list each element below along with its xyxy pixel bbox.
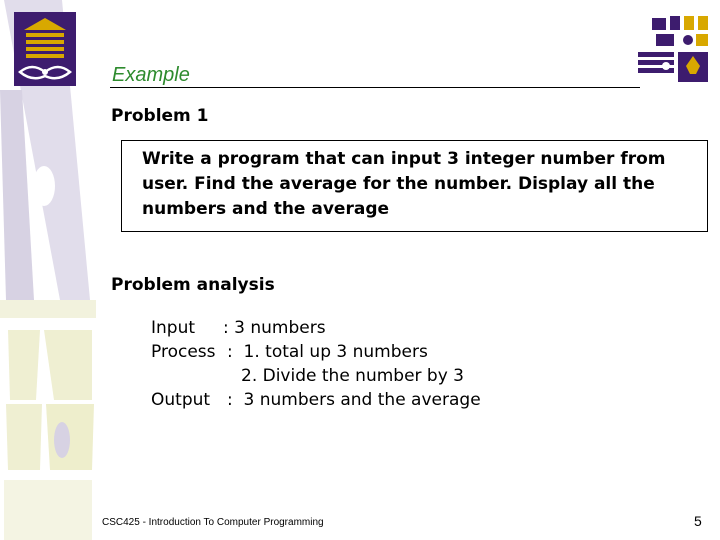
faculty-emblem-icon bbox=[634, 14, 710, 86]
footer-course-title: CSC425 - Introduction To Computer Programming bbox=[102, 517, 324, 528]
slide-subtitle: Example bbox=[112, 64, 190, 86]
output-value: : 3 numbers and the average bbox=[227, 390, 481, 410]
problem-heading: Problem 1 bbox=[111, 106, 209, 126]
process-step-2: 2. Divide the number by 3 bbox=[241, 366, 465, 386]
problem-statement-box bbox=[121, 140, 708, 232]
output-label: Output bbox=[151, 390, 211, 410]
analysis-input-row bbox=[151, 316, 481, 340]
university-crest-icon bbox=[14, 12, 76, 86]
analysis-process-row-2 bbox=[151, 364, 481, 388]
process-label: Process bbox=[151, 342, 216, 362]
analysis-process-row bbox=[151, 340, 481, 364]
input-label: Input bbox=[151, 318, 196, 338]
problem-analysis-list bbox=[151, 316, 481, 412]
analysis-heading: Problem analysis bbox=[111, 275, 275, 295]
process-step-1: : 1. total up 3 numbers bbox=[227, 342, 428, 362]
analysis-output-row bbox=[151, 388, 481, 412]
header-divider bbox=[110, 87, 640, 88]
input-value: : 3 numbers bbox=[223, 318, 326, 338]
problem-statement: Write a program that can input 3 integer number from user. Find the average for the number. Display all the numbers and the average bbox=[142, 149, 666, 219]
page-number: 5 bbox=[694, 513, 702, 529]
